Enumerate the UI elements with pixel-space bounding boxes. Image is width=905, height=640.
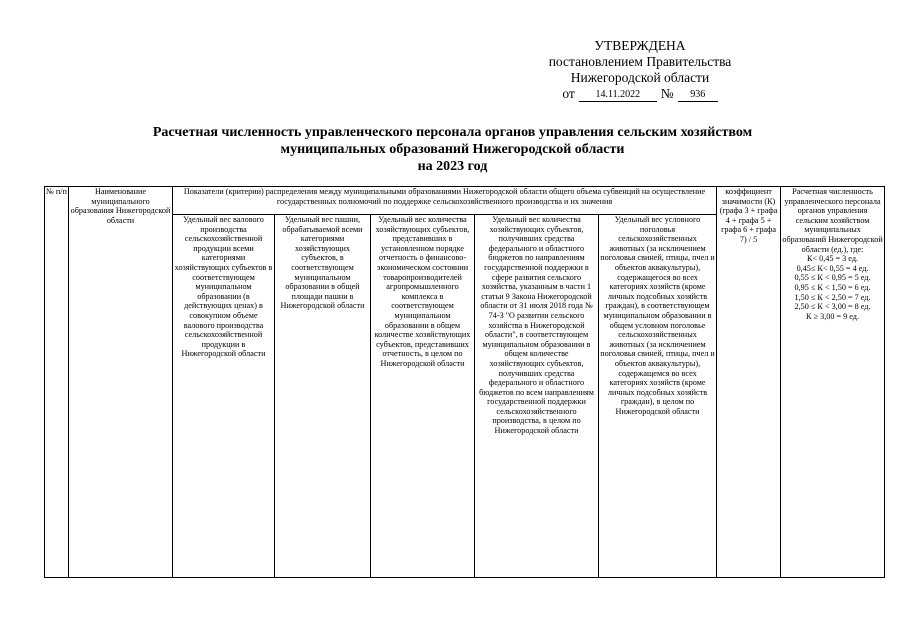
scale-1: К< 0,45 = 3 ед. — [807, 254, 859, 264]
scale-6: 2,50 ≤ К < 3,00 = 8 ед. — [794, 302, 871, 312]
table-header-row-1 — [45, 187, 885, 215]
approval-stamp — [540, 38, 740, 102]
title-line-3: на 2023 год — [417, 159, 488, 174]
scale-3: 0,55 ≤ К < 0,95 = 5 ед. — [794, 273, 871, 283]
header-coefficient: коэффициент значимости (К) (графа 3 + графа 4 + графа 5 + графа 6 + графа 7) / 5 — [717, 187, 781, 578]
scale-7: К ≥ 3,00 = 9 ед. — [806, 311, 860, 321]
scale-2: 0,45≤ К< 0,55 = 4 ед. — [796, 263, 869, 273]
approval-number-sign: № — [660, 86, 674, 101]
title-line-1: Расчетная численность управленческого персонала органов управления сельским хозяйством — [152, 125, 753, 140]
approval-date: 14.11.2022 — [579, 89, 657, 102]
approval-number: 936 — [678, 89, 718, 102]
scale-4: 0,95 ≤ К < 1,50 = 6 ед. — [794, 282, 871, 292]
calculation-table — [44, 186, 885, 578]
approval-date-line — [540, 86, 740, 102]
subheader-livestock-share: Удельный вес условного поголовья сельскохозяйственных животных (за исключением поголовья свиней, птицы, пчел и объектов аквакультуры), содержащегося во всех категориях хозяйств (кроме личных подсобных хозяйств граждан), в соответствующем муниципальном образовании в общем условном поголовье сельскохозяйственных животных (за исключением поголовья свиней, птицы, пчел и объектов аквакультуры), содержащемся во всех категориях хозяйств (кроме личных подсобных хозяйств граждан), в целом по Нижегородской области — [599, 215, 717, 578]
header-municipality-name: Наименование муниципального образования Нижегородской области — [69, 187, 173, 578]
subheader-production-share: Удельный вес валового производства сельскохозяйственной продукции всеми категориями хозяйствующих субъектов в соответствующем муниципальном образовании (в действующих ценах) в совокупном объеме валового производства сельскохозяйственной продукции в Нижегородской области — [173, 215, 275, 578]
title-line-2: муниципальных образований Нижегородской области — [280, 142, 625, 157]
approval-region: Нижегородской области — [570, 70, 710, 85]
header-calculated-staff — [781, 187, 885, 578]
subheader-subsidized-entities-share: Удельный вес количества хозяйствующих субъектов, получивших средства федерального и областного бюджетов по направлениям государственной поддержки в сфере развития сельского хозяйства, указанным в части 1 статьи 9 Закона Нижегородской области от 31 июля 2018 года № 74-З "О развитии сельского хозяйства в Нижегородской области", в соответствующем муниципальном образовании в общем количестве хозяйствующих субъектов, получивших средства федерального и областного бюджетов по всем направлениям государственной поддержки сельскохозяйственного производства, в целом по Нижегородской области — [475, 215, 599, 578]
header-indicators: Показатели (критерии) распределения между муниципальными образованиями Нижегородской области общего объема субвенций на осуществление государственных полномочий по поддержке сельскохозяйственного производства и их значения — [173, 187, 717, 215]
document-title — [90, 124, 815, 175]
calculated-staff-label: Расчетная численность управленческого персонала органов управления сельским хозяйством муниципальных образований Нижегородской области (ед.), где: — [782, 187, 883, 254]
subheader-arable-land-share: Удельный вес пашни, обрабатываемой всеми категориями хозяйствующих субъектов, в соответствующем муниципальном образовании в общей площади пашни в Нижегородской области — [275, 215, 371, 578]
approval-decree: постановлением Правительства — [548, 54, 732, 69]
subheader-reporting-entities-share: Удельный вес количества хозяйствующих субъектов, представивших в установленном порядке отчетность о финансово-экономическом состоянии товаропроизводителей агропромышленного комплекса в соответствующем муниципальном образовании в общем количестве хозяйствующих субъектов, представивших отчетность, в целом по Нижегородской области — [371, 215, 475, 578]
scale-5: 1,50 ≤ К < 2,50 = 7 ед. — [794, 292, 871, 302]
approval-from-prefix: от — [562, 86, 575, 101]
approval-heading: УТВЕРЖДЕНА — [594, 38, 686, 53]
header-row-number: № п/п — [45, 187, 69, 578]
